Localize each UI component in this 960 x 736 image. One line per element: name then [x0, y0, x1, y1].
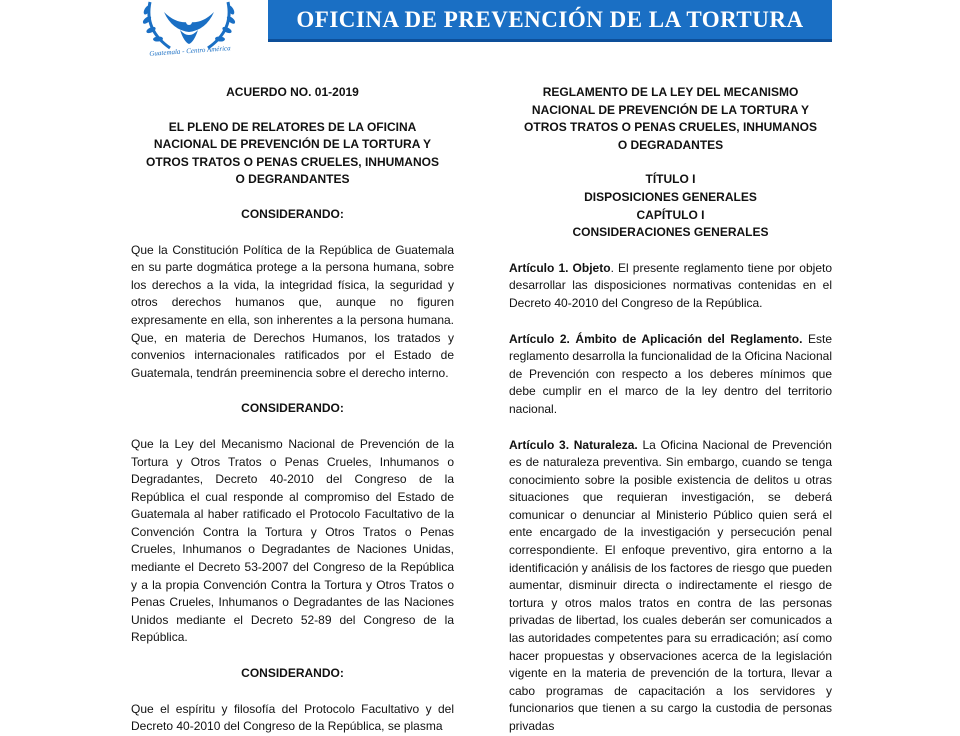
issuer-line: EL PLENO DE RELATORES DE LA OFICINA [168, 119, 417, 134]
considerando-heading: CONSIDERANDO: [241, 666, 344, 681]
regulation-title-line: OTROS TRATOS O PENAS CRUELES, INHUMANOS [524, 120, 817, 135]
article-3 [509, 437, 832, 736]
regulation-title-line: REGLAMENTO DE LA LEY DEL MECANISMO [542, 85, 799, 99]
issuer-line: O DEGRANDANTES [235, 172, 350, 187]
logo-caption: Guatemala - Centro América [149, 44, 231, 58]
section-heading [509, 171, 832, 241]
considerando-paragraph: Que la Constitución Política de la República de Guatemala en su parte dogmática protege a la persona humana, sobre los derechos a la vida, la integridad física, la seguridad y otros derechos humanos que, aunque no figuren expresamente en ella, son inherentes a la persona humana. Que, en materia de Derechos Humanos, los tratados y convenios internacionales ratificados por el Estado de Guatemala, tendrán preeminencia sobre el derecho interno. [131, 242, 454, 380]
regulation-title-line: NACIONAL DE PREVENCIÓN DE LA TORTURA Y [531, 102, 810, 117]
regulation-title [509, 84, 832, 154]
considerando-paragraph: Que la Ley del Mecanismo Nacional de Prevención de la Tortura y Otros Tratos o Penas Crueles, Inhumanos o Degradantes, Decreto 40-2010 del Congreso de la República el cual responde al compromiso del Estado de Guatemala al haber ratificado el Protocolo Facultativo de la Convención Contra la Tortura y Otros Tratos o Penas Crueles, Inhumanos o Degradantes de Naciones Unidas, mediante el Decreto 53-2007 del Congreso de la República y a la propia Convención Contra la Tortura y Otros Tratos o Penas Crueles, Inhumanos o Degradantes de las Naciones Unidos mediante el Decreto 52-89 del Congreso de la República. [131, 436, 454, 645]
considerando-paragraph: Que el espíritu y filosofía del Protocolo Facultativo y del Decreto 40-2010 del Congreso de la República, se plasma [131, 701, 454, 734]
article-heading: Artículo 1. Objeto [509, 260, 611, 275]
institution-logo [130, 0, 248, 62]
issuer-line: NACIONAL DE PREVENCIÓN DE LA TORTURA Y [153, 137, 432, 152]
article-2 [509, 331, 832, 419]
titulo-name: DISPOSICIONES GENERALES [584, 189, 757, 204]
agreement-number: ACUERDO NO. 01-2019 [226, 85, 359, 99]
article-1 [509, 260, 832, 313]
regulation-title-line: O DEGRADANTES [617, 137, 724, 152]
issuer-line: OTROS TRATOS O PENAS CRUELES, INHUMANOS [146, 154, 439, 169]
page-header [0, 0, 960, 62]
article-text: Este reglamento desarrolla la funcionalidad de la Oficina Nacional de Prevención con respecto a los deberes mínimos que debe cumplir en el marco de la ley dentro del territorio nacional. [509, 331, 832, 416]
considerando-heading: CONSIDERANDO: [241, 206, 344, 221]
banner-title: OFICINA DE PREVENCIÓN DE LA TORTURA [296, 6, 804, 32]
titulo-label: TÍTULO I [645, 172, 696, 187]
capitulo-name: CONSIDERACIONES GENERALES [572, 225, 769, 240]
right-column [509, 84, 832, 736]
article-text: La Oficina Nacional de Prevención es de naturaleza preventiva. Sin embargo, cuando se tenga conocimiento sobre la posible existencia de delitos u otras situaciones que requieran investigación, se deberá comunicar o denunciar al Ministerio Público quien será el ente encargado de la investigación y persecución penal correspondiente. El enfoque preventivo, gira entorno a la identificación y análisis de los factores de riesgo que pueden aumentar, disminuir directa o indirectamente el riesgo de tortura y otros malos tratos en contra de las personas privadas de libertad, los cuales deberán ser comunicados a las autoridades competentes para su erradicación; así como hacer propuestas y observaciones acerca de la legislación vigente en la materia de prevención de la tortura, llevar a cabo programas de capacitación a los servidores y funcionarios que tienen a su cargo la custodia de personas privadas [509, 437, 832, 733]
article-heading: Artículo 3. Naturaleza. [509, 437, 638, 452]
title-banner [268, 0, 832, 42]
left-column [131, 84, 454, 736]
issuer-heading [131, 119, 454, 189]
capitulo-label: CAPÍTULO I [636, 207, 705, 222]
article-heading: Artículo 2. Ámbito de Aplicación del Reglamento. [509, 331, 803, 346]
article-text: . El presente reglamento tiene por objeto desarrollar las disposiciones normativas contenidas en el Decreto 40-2010 del Congreso de la República. [509, 260, 832, 310]
considerando-heading: CONSIDERANDO: [241, 401, 344, 416]
